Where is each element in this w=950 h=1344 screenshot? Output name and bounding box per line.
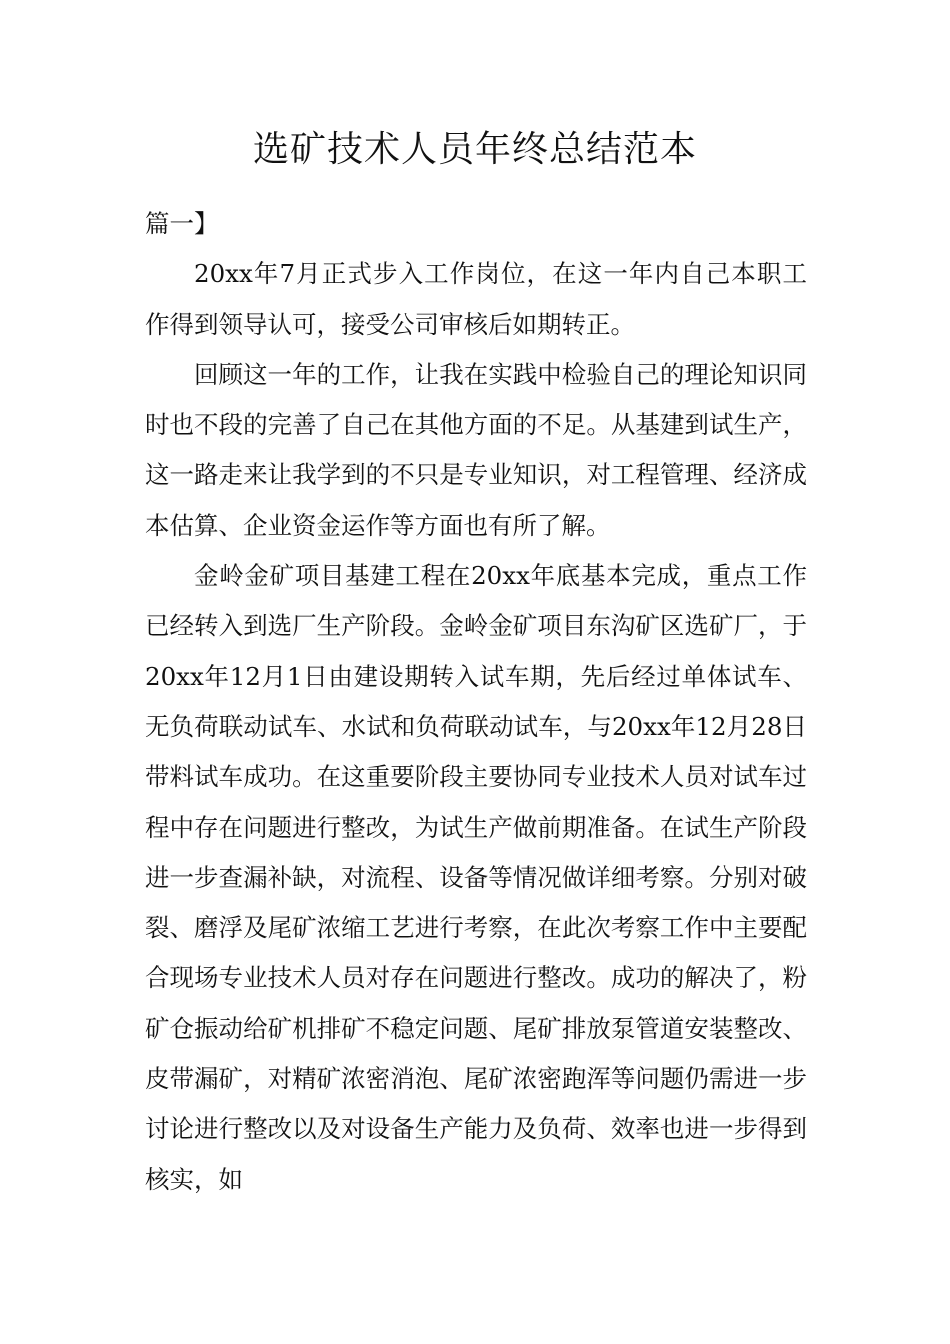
section-label: 篇一】 — [145, 209, 219, 238]
paragraph-3: 金岭金矿项目基建工程在20xx年底基本完成，重点工作已经转入到选厂生产阶段。金岭金矿项目东沟矿区选矿厂，于20xx年12月1日由建设期转入试车期，先后经过单体试车、无负荷联动试车、水试和负荷联动试车，与20xx年12月28日带料试车成功。在这重要阶段主要协同专业技术人员对试车过程中存在问题进行整改，为试生产做前期准备。在试生产阶段进一步查漏补缺，对流程、设备等情况做详细考察。分别对破裂、磨浮及尾矿浓缩工艺进行考察，在此次考察工作中主要配合现场专业技术人员对存在问题进行整改。成功的解决了，粉矿仓振动给矿机排矿不稳定问题、尾矿排放泵管道安装整改、皮带漏矿，对精矿浓密消泡、尾矿浓密跑浑等问题仍需进一步讨论进行整改以及对设备生产能力及负荷、效率也进一步得到核实，如 — [145, 561, 807, 1194]
paragraph-1: 20xx年7月正式步入工作岗位，在这一年内自己本职工作得到领导认可，接受公司审核后如期转正。 — [145, 259, 807, 339]
document-body — [145, 199, 807, 1205]
document-title: 选矿技术人员年终总结范本 — [252, 129, 697, 170]
paragraph-2: 回顾这一年的工作，让我在实践中检验自己的理论知识同时也不段的完善了自己在其他方面的不足。从基建到试生产，这一路走来让我学到的不只是专业知识，对工程管理、经济成本估算、企业资金运作等方面也有所了解。 — [145, 359, 807, 540]
